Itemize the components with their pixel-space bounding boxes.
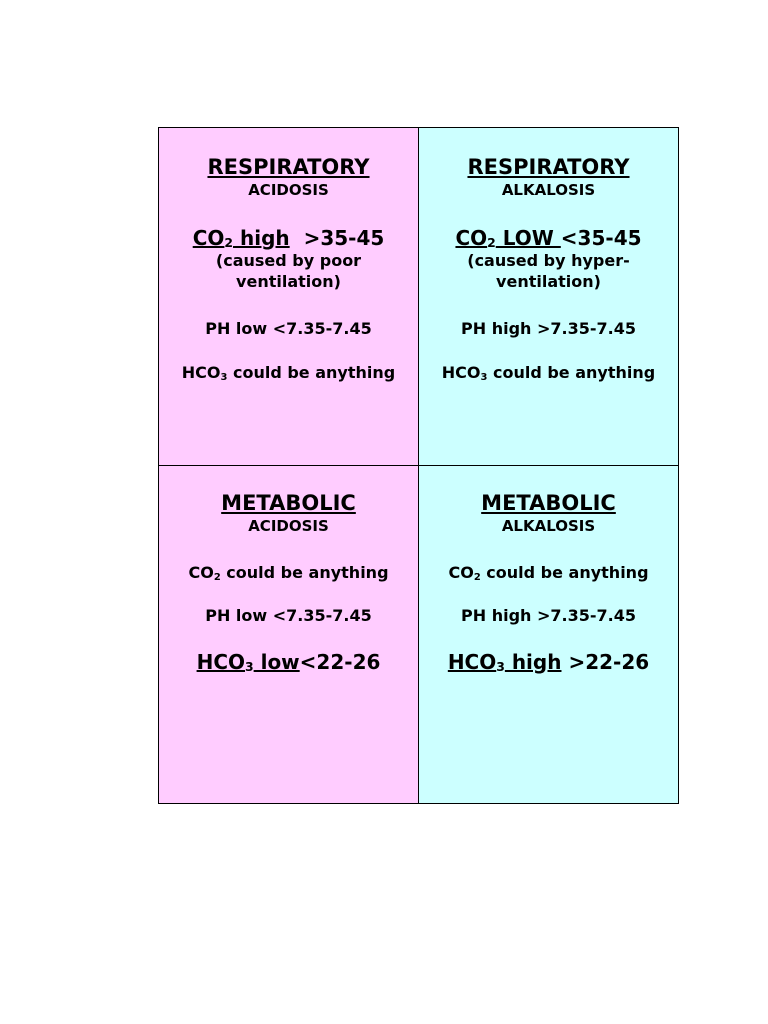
cell-title: METABOLIC <box>481 491 616 515</box>
cell-title: RESPIRATORY <box>207 155 370 179</box>
hco3-line: $HCO_3$ could be anything <box>181 363 396 383</box>
co2-line: $CO_2$ high >35-45 <box>192 226 385 251</box>
acid-base-table <box>158 127 679 804</box>
hco3-line: $HCO_3$ could be anything <box>441 363 656 383</box>
cell-respiratory-acidosis <box>159 128 419 466</box>
cell-subtitle: ACIDOSIS <box>248 181 329 199</box>
cell-subtitle: ALKALOSIS <box>501 517 596 535</box>
cause-line-2: ventilation) <box>496 272 601 291</box>
cell-subtitle: ACIDOSIS <box>248 517 329 535</box>
cell-metabolic-alkalosis <box>419 466 678 803</box>
ph-line: PH high >7.35-7.45 <box>461 606 636 625</box>
cell-title: METABOLIC <box>221 491 356 515</box>
cell-respiratory-alkalosis <box>419 128 678 466</box>
hco3-line: $HCO_3$ low<22-26 <box>196 650 381 675</box>
cause-line-1: (caused by poor <box>215 251 362 270</box>
co2-line: $CO_2$ could be anything <box>188 563 389 583</box>
hco3-line: $HCO_3$ high >22-26 <box>447 650 650 675</box>
ph-line: PH low <7.35-7.45 <box>205 606 372 625</box>
cell-subtitle: ALKALOSIS <box>501 181 596 199</box>
co2-line: $CO_2$ could be anything <box>448 563 649 583</box>
co2-line: $CO_2$ LOW <35-45 <box>455 226 642 251</box>
cause-line-2: ventilation) <box>236 272 341 291</box>
cause-line-1: (caused by hyper- <box>467 251 630 270</box>
ph-line: PH high >7.35-7.45 <box>461 319 636 338</box>
cell-metabolic-acidosis <box>159 466 419 803</box>
cell-title: RESPIRATORY <box>467 155 630 179</box>
ph-line: PH low <7.35-7.45 <box>205 319 372 338</box>
